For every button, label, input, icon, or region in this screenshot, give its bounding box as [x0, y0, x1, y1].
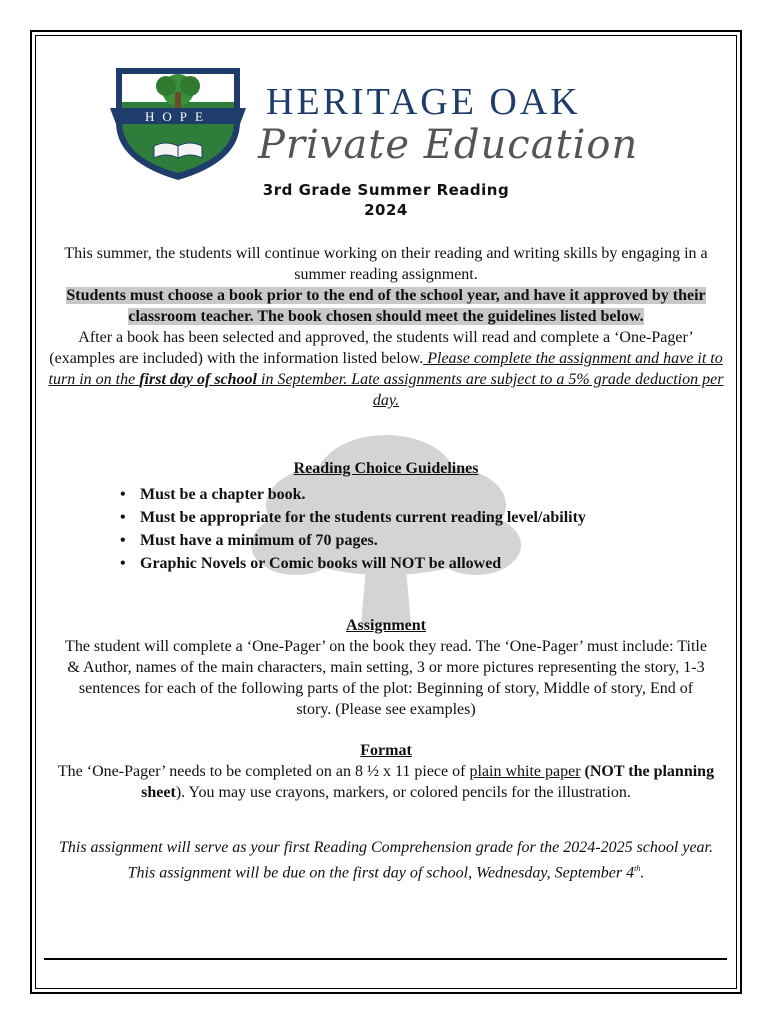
first-day-emphasis: first day of school: [139, 371, 257, 388]
instructions-paragraph: [44, 327, 728, 411]
highlighted-requirement: Students must choose a book prior to the end of the school year, and have it approved by their classroom teacher. The book chosen should meet the guidelines listed below.: [66, 287, 706, 325]
guideline-item: • Graphic Novels or Comic books will NOT be allowed: [120, 552, 728, 575]
guideline-item: • Must be a chapter book.: [120, 483, 728, 506]
format-text: [44, 761, 728, 803]
title-line-1: 3rd Grade Summer Reading: [262, 181, 510, 199]
format-text-1: The ‘One-Pager’ needs to be completed on an 8 ½ x 11 piece of: [57, 763, 470, 780]
instructions-text: After a book has been selected and approved, the students will read and complete a ‘One-Pager’ (examples are included) with the information listed below.: [49, 329, 694, 367]
footer-rule: [44, 958, 727, 960]
brand-name-private-education: Private Education: [258, 122, 639, 168]
not-planning-sheet: (NOT the planning sheet: [141, 763, 715, 801]
guideline-item: • Must be appropriate for the students current reading level/ability: [120, 506, 728, 529]
title-line-2: 2024: [364, 201, 408, 219]
format-heading: Format: [360, 742, 412, 759]
closing-end: .: [640, 864, 645, 882]
assignment-text: The student will complete a ‘One-Pager’ on the book they read. The ‘One-Pager’ must include: Title & Author, names of the main characters, main setting, 3 or more pictures representing the story, 1-3 sentences for each of the following parts of the plot: Beginning of story, Middle of story, End of story. (Please see examples): [65, 638, 707, 718]
guidelines-list: [120, 483, 728, 575]
intro-paragraph: This summer, the students will continue working on their reading and writing skills by engaging in a summer reading assignment.: [64, 245, 708, 283]
late-policy: in September. Late assignments are subject to a 5% grade deduction per day.: [257, 371, 724, 409]
plain-white-paper: plain white paper: [469, 763, 581, 780]
due-instruction: Please complete the assignment and have it to turn in on the: [48, 350, 723, 388]
approval-requirement: [44, 285, 728, 327]
brand-name-heritage-oak: HERITAGE OAK: [266, 81, 581, 123]
crest-hope-text: HOPE: [145, 109, 211, 124]
page-title: [44, 180, 728, 220]
assignment-heading: Assignment: [345, 617, 426, 634]
guidelines-heading: Reading Choice Guidelines: [293, 460, 479, 477]
school-crest-logo: [108, 62, 248, 182]
format-text-2: ). You may use crayons, markers, or colored pencils for the illustration.: [175, 784, 631, 801]
closing-sup: th: [634, 864, 641, 873]
closing-text: This assignment will serve as your first Reading Comprehension grade for the 2024-2025 school year. This assignment will be due on the first day of school, Wednesday, September 4: [58, 839, 714, 882]
document-body: [44, 180, 728, 883]
guideline-item: • Must have a minimum of 70 pages.: [120, 529, 728, 552]
closing-note: [44, 837, 728, 883]
